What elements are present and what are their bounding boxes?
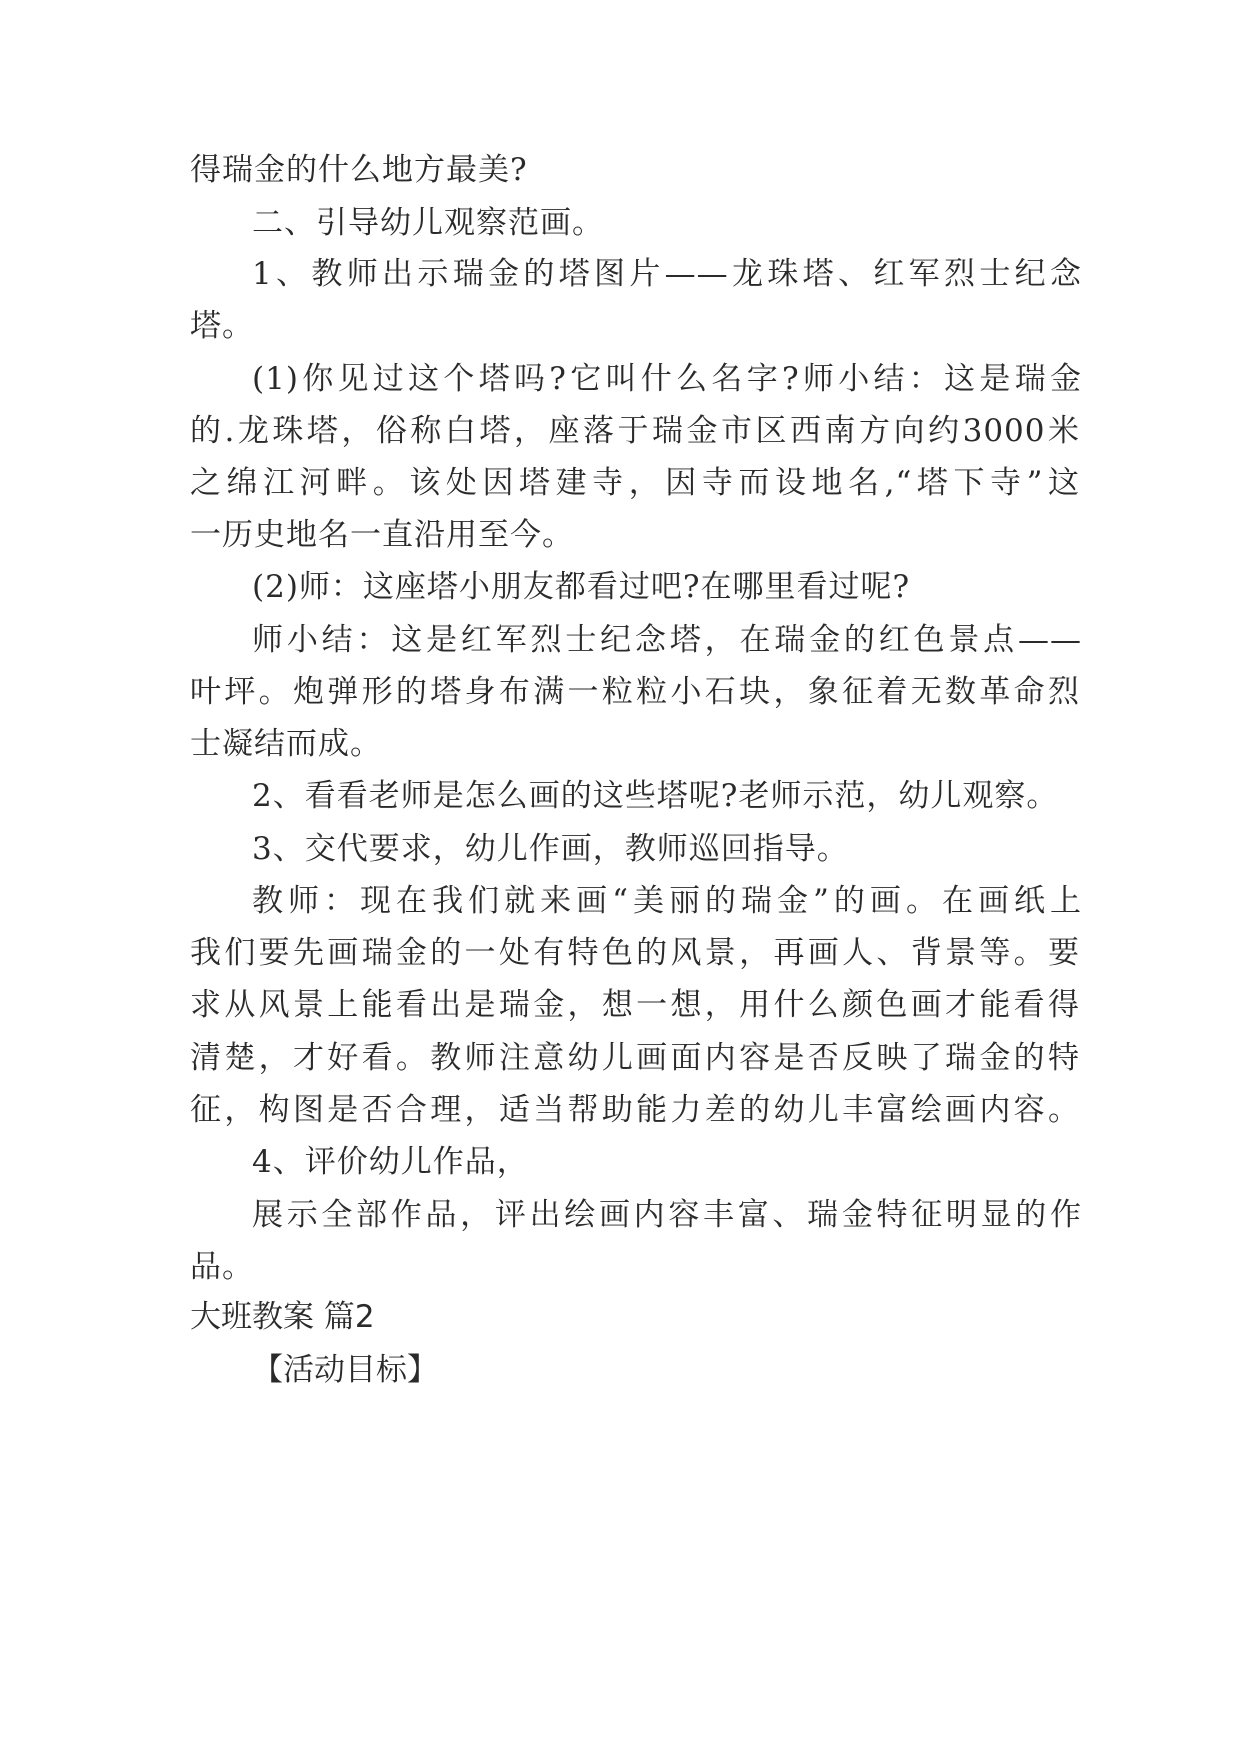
text-line: 展示全部作品，评出绘画内容丰富、瑞金特征明显的作 xyxy=(252,1197,1082,1233)
text-line: (2)师：这座塔小朋友都看过吧?在哪里看过呢? xyxy=(252,569,911,605)
section-title: 大班教案 篇2 xyxy=(190,1299,375,1335)
section-heading-2: 二、引导幼儿观察范画。 xyxy=(252,205,604,241)
text-line: 之绵江河畔。该处因塔建寺，因寺而设地名,“塔下寺”这 xyxy=(190,465,1080,501)
text-line: 教师：现在我们就来画“美丽的瑞金”的画。在画纸上 xyxy=(252,883,1082,919)
text-line: 一历史地名一直沿用至今。 xyxy=(190,517,574,553)
text-line: 征，构图是否合理，适当帮助能力差的幼儿丰富绘画内容。 xyxy=(190,1092,1080,1128)
text-line: 清楚，才好看。教师注意幼儿画面内容是否反映了瑞金的特 xyxy=(190,1040,1080,1076)
subheading: 【活动目标】 xyxy=(252,1352,438,1388)
text-line: (1)你见过这个塔吗?它叫什么名字?师小结：这是瑞金 xyxy=(252,361,1082,397)
text-line: 士凝结而成。 xyxy=(190,726,382,762)
text-line: 4、评价幼儿作品， xyxy=(252,1144,529,1180)
text-line: 我们要先画瑞金的一处有特色的风景，再画人、背景等。要 xyxy=(190,935,1080,971)
text-line: 求从风景上能看出是瑞金，想一想，用什么颜色画才能看得 xyxy=(190,987,1080,1023)
text-line: 1、教师出示瑞金的塔图片——龙珠塔、红军烈士纪念 xyxy=(252,256,1082,292)
text-line: 塔。 xyxy=(190,308,254,344)
text-line: 2、看看老师是怎么画的这些塔呢?老师示范，幼儿观察。 xyxy=(252,778,1059,814)
text-line: 得瑞金的什么地方最美? xyxy=(190,152,528,188)
text-line: 师小结：这是红军烈士纪念塔，在瑞金的红色景点—— xyxy=(252,622,1082,658)
text-line: 的.龙珠塔，俗称白塔，座落于瑞金市区西南方向约3000米 xyxy=(190,413,1080,449)
text-line: 品。 xyxy=(190,1249,254,1285)
text-line: 叶坪。炮弹形的塔身布满一粒粒小石块，象征着无数革命烈 xyxy=(190,674,1080,710)
text-line: 3、交代要求，幼儿作画，教师巡回指导。 xyxy=(252,831,849,867)
